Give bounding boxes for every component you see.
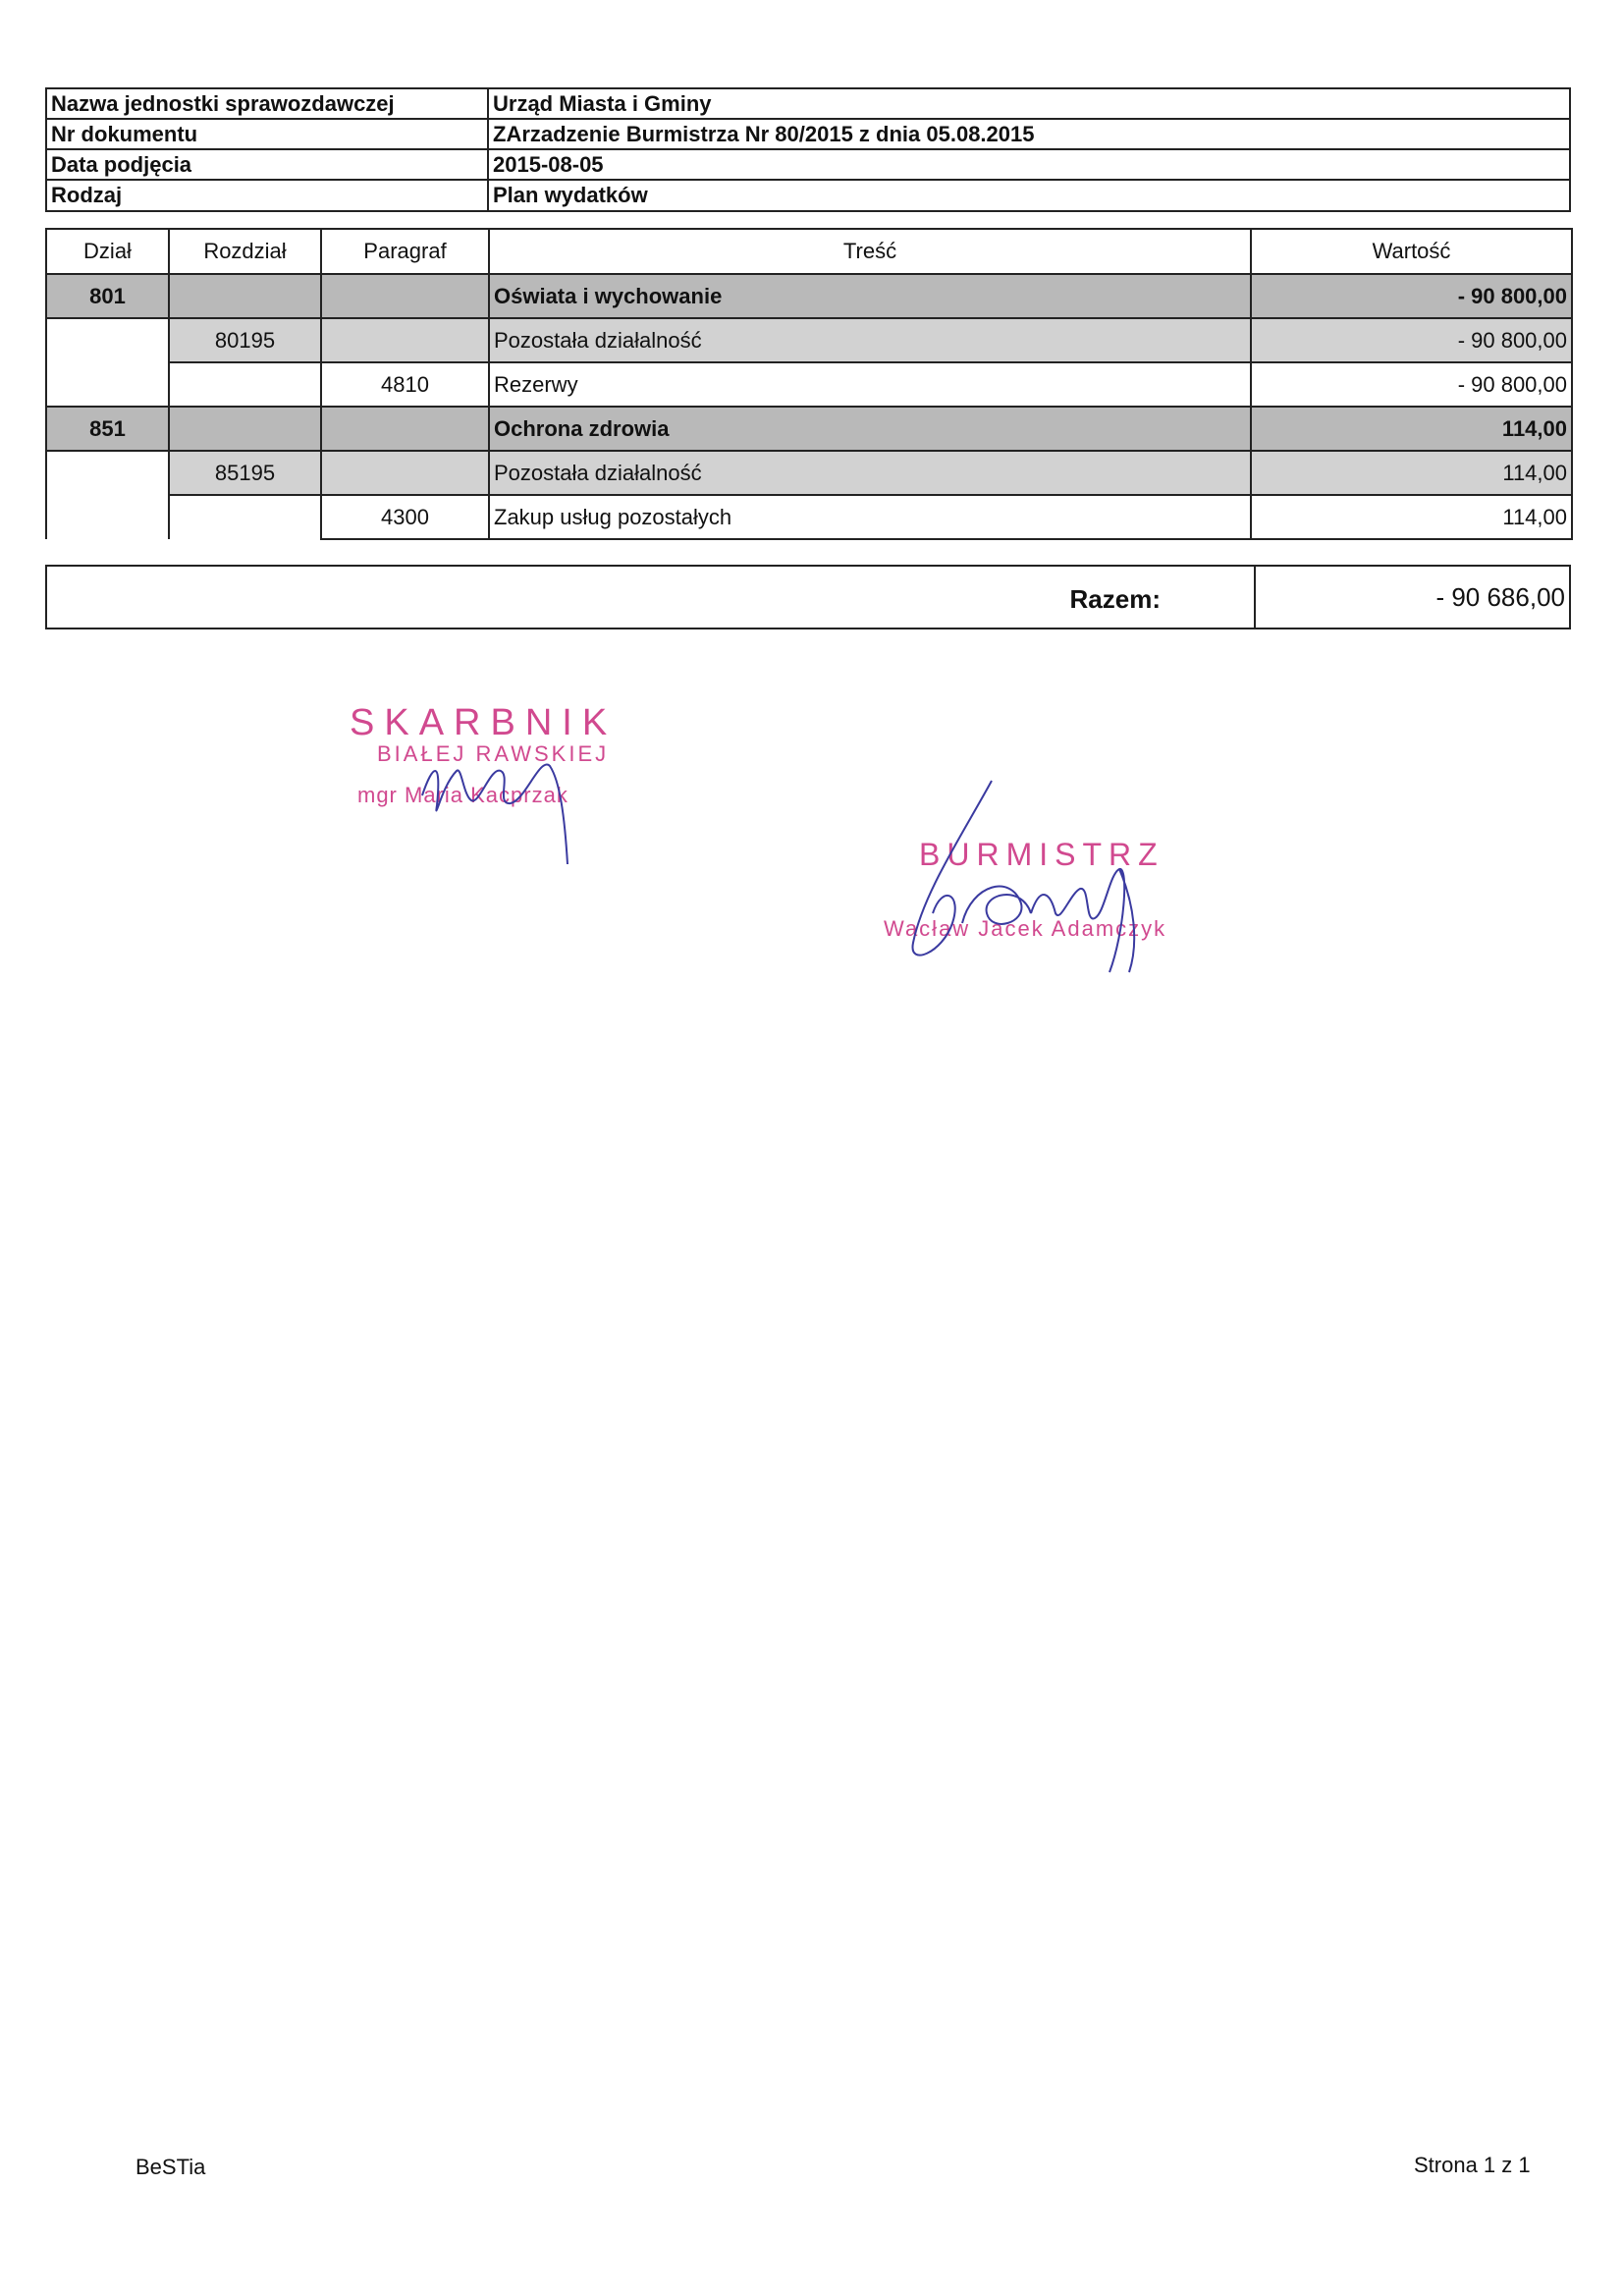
cell-rozdzial [169,274,321,318]
cell-wartosc: 114,00 [1251,407,1572,451]
document-info-table [45,87,1571,212]
burmistrz-signature [884,776,1178,982]
cell-wartosc: 114,00 [1251,495,1572,539]
skarbnik-stamp-subtitle: BIAŁEJ RAWSKIEJ [377,741,610,766]
cell-wartosc: - 90 800,00 [1251,274,1572,318]
footer-software-name: BeSTia [135,2155,206,2179]
info-row [47,181,1569,210]
table-row-dzial [46,274,1572,318]
cell-dzial [46,451,169,539]
expenditure-table [45,228,1573,540]
cell-wartosc: 114,00 [1251,451,1572,495]
cell-paragraf: 4300 [321,495,489,539]
info-label: Nazwa jednostki sprawozdawczej [47,89,489,118]
info-value: Urząd Miasta i Gminy [493,91,712,116]
footer-page-number: Strona 1 z 1 [1414,2153,1531,2177]
column-header-tresc: Treść [489,229,1251,274]
cell-rozdzial [169,362,321,407]
cell-paragraf [321,274,489,318]
cell-paragraf [321,318,489,362]
cell-tresc: Pozostała działalność [489,318,1251,362]
table-row-paragraf [46,495,1572,539]
cell-paragraf: 4810 [321,362,489,407]
cell-rozdzial: 80195 [169,318,321,362]
cell-rozdzial: 85195 [169,451,321,495]
total-box [45,565,1571,629]
skarbnik-stamp-name: mgr Maria Kacprzak [357,783,568,807]
info-row [47,89,1569,120]
table-row-paragraf [46,362,1572,407]
info-label: Data podjęcia [47,150,489,179]
info-value: ZArzadzenie Burmistrza Nr 80/2015 z dnia 05.08.2015 [493,122,1035,146]
column-header-dzial: Dział [46,229,169,274]
cell-tresc: Zakup usług pozostałych [489,495,1251,539]
info-label: Nr dokumentu [47,120,489,148]
column-header-paragraf: Paragraf [321,229,489,274]
cell-rozdzial [169,407,321,451]
burmistrz-stamp-title: BURMISTRZ [919,837,1164,872]
total-value: - 90 686,00 [1254,567,1569,628]
table-header-row [46,229,1572,274]
cell-dzial [46,318,169,407]
cell-dzial: 851 [46,407,169,451]
info-value: 2015-08-05 [493,152,604,177]
cell-tresc: Rezerwy [489,362,1251,407]
cell-wartosc: - 90 800,00 [1251,362,1572,407]
skarbnik-stamp-title: SKARBNIK [350,702,618,743]
table-row-rozdzial [46,318,1572,362]
cell-rozdzial [169,495,321,539]
cell-tresc: Pozostała działalność [489,451,1251,495]
cell-wartosc: - 90 800,00 [1251,318,1572,362]
cell-paragraf [321,451,489,495]
cell-tresc: Ochrona zdrowia [489,407,1251,451]
cell-paragraf [321,407,489,451]
cell-tresc: Oświata i wychowanie [489,274,1251,318]
total-label: Razem: [1069,584,1161,614]
cell-dzial: 801 [46,274,169,318]
info-label: Rodzaj [47,181,489,210]
skarbnik-signature [403,727,599,874]
info-value: Plan wydatków [493,183,648,207]
column-header-wartosc: Wartość [1251,229,1572,274]
column-header-rozdzial: Rozdział [169,229,321,274]
info-row [47,150,1569,181]
burmistrz-stamp-name: Wacław Jacek Adamczyk [884,916,1167,941]
table-row-rozdzial [46,451,1572,495]
info-row [47,120,1569,150]
table-row-dzial [46,407,1572,451]
